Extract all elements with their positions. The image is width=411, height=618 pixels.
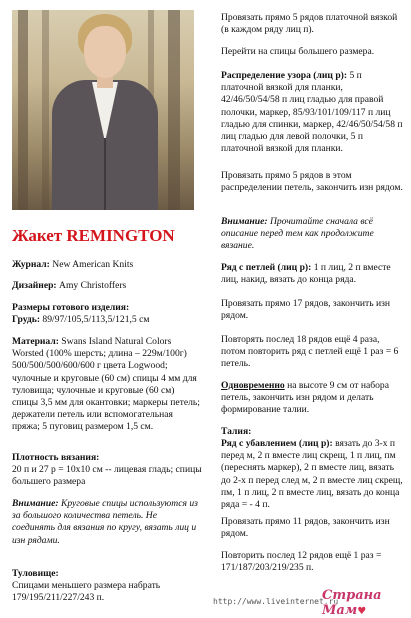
journal-label: Журнал:: [12, 259, 50, 270]
note-block: [12, 498, 202, 547]
instr-p13: [221, 550, 403, 574]
instr-p4: [221, 170, 403, 194]
watermark-logo-text: Страна Мам: [322, 588, 382, 618]
tree-trunk: [42, 10, 49, 210]
note-value: Круговые спицы используются из за большого количества петель. Не соединять для вязания по кругу, вязать лиц и изн рядами.: [12, 498, 198, 546]
tree-trunk: [168, 10, 180, 210]
body-value: Спицами меньшего размера набрать 179/195/211/227/243 п.: [12, 580, 161, 604]
instr-p5-value: Прочитайте сначала всё описание перед тем как продолжите вязание.: [221, 216, 374, 252]
instr-p6: [221, 262, 403, 286]
chest-value: 89/97/105,5/113,5/121,5 см: [40, 314, 150, 326]
journal-line: [12, 259, 202, 271]
heart-icon: ♥: [357, 606, 367, 617]
instr-p12-text: Провязать прямо 11 рядов, закончить изн рядом.: [221, 516, 390, 540]
instr-p10-label: Талия:: [221, 426, 252, 437]
face: [84, 26, 126, 78]
instr-p8-text: Повторять послед 18 рядов ещё 4 раза, потом повторить ряд с петлей ещё 1 раз = 6 петель.: [221, 334, 399, 370]
instr-p13-text: Повторить послед 12 рядов ещё 1 раз = 171/187/203/219/235 п.: [221, 550, 382, 574]
instr-p9-value: на высоте 9 см от набора петель, закончить изн рядом и делать формирование талии.: [221, 380, 389, 416]
materials-label: Материал:: [12, 336, 59, 347]
instr-p2-text: Перейти на спицы большего размера.: [221, 46, 375, 57]
instr-p1-text: Провязать прямо 5 рядов платочной вязкой (в каждом ряду лиц п).: [221, 12, 398, 36]
instr-p5-label: Внимание:: [221, 216, 268, 227]
watermark-url: http://www.liveinternet.ru: [213, 597, 339, 606]
instr-p11: [221, 438, 403, 511]
instr-p10: [221, 426, 403, 438]
instr-p11-label: Ряд с убавлением (лиц р):: [221, 438, 333, 449]
instr-p3: [221, 70, 403, 155]
instr-p7: [221, 298, 403, 322]
instr-p9: [221, 380, 403, 417]
instr-p5: [221, 216, 403, 253]
sizes-block: [12, 302, 202, 326]
model-photo: [12, 10, 194, 210]
chest-label: Грудь:: [12, 314, 41, 326]
instr-p7-text: Провязать прямо 17 рядов, закончить изн рядом.: [221, 298, 391, 322]
gauge-block: [12, 452, 202, 489]
instr-p9-label: Одновременно: [221, 380, 285, 391]
designer-line: [12, 280, 202, 292]
instr-p3-label: Распределение узора (лиц р):: [221, 70, 348, 81]
materials-block: [12, 336, 202, 434]
instr-p6-label: Ряд с петлей (лиц р):: [221, 262, 312, 273]
instr-p6-value: 1 п лиц, 2 п вместе лиц, накид, вязать до конца ряда.: [221, 262, 391, 286]
gauge-label: Плотность вязания:: [12, 452, 100, 463]
instr-p1: [221, 12, 403, 36]
tree-trunk: [18, 10, 28, 210]
journal-value: New American Knits: [49, 259, 134, 270]
instr-p11-value: вязать до 3-х п перед м, 2 п вместе лиц скрещ, 1 п лиц, пм (переснять маркер), 2 п вместе лиц, вязать до 2-х п перед след м, 2 п вместе лиц скрещ, пм, 1 п лиц, 2 п вместе лиц, вязать до конца ряда = - 4 п.: [221, 438, 403, 511]
body-block: [12, 568, 202, 605]
button-placket: [104, 138, 106, 210]
designer-label: Дизайнер:: [12, 280, 57, 291]
instr-p4-text: Провязать прямо 5 рядов в этом распределении петель, закончить изн рядом.: [221, 170, 403, 194]
gauge-value: 20 п и 27 р = 10х10 см -- лицевая гладь; спицы большего размера: [12, 464, 202, 488]
instr-p8: [221, 334, 403, 371]
body-label: Туловище:: [12, 568, 59, 579]
note-label: Внимание:: [12, 498, 59, 509]
watermark-logo: [322, 588, 411, 618]
designer-value: Amy Christoffers: [56, 280, 127, 291]
page-title: Жакет REMINGTON: [12, 226, 175, 245]
instr-p3-value: 5 п платочной вязкой для планки, 42/46/50/54/58 п лиц гладью для правой полочки, маркер, 85/93/101/109/117 п лиц гладью для спинки, маркер, 42/46/50/54/58 п лиц гладью для левой полочки, 5 п платочной вязкой для планки.: [221, 70, 403, 155]
instr-p12: [221, 516, 403, 540]
materials-value: Swans Island Natural Colors Worsted (100% шерсть; длина – 229м/100г) 500/500/500/600/600 г цвета Logwood; чулочные и круговые (60 см) спицы 4 мм для туловища; чулочные и круговые (60 см) спицы 3,5 мм для окантовки; маркеры петель; держатели петель или вспомогательная пряжа; 5 пуговиц размером 1,5 см.: [12, 336, 200, 433]
instr-p2: [221, 46, 403, 58]
sizes-heading: Размеры готового изделия:: [12, 302, 130, 313]
